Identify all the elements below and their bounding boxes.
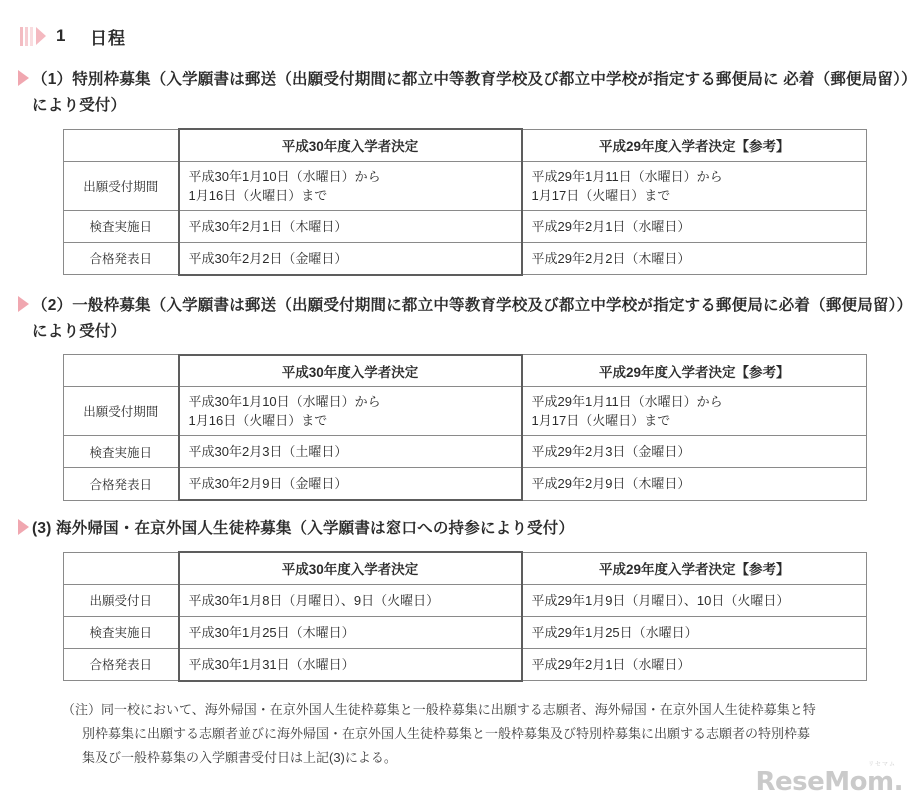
table-header-current-year: 平成30年度入学者決定 bbox=[179, 355, 522, 387]
page-title bbox=[20, 22, 917, 50]
schedule-table-2 bbox=[63, 354, 867, 502]
cell-current-year: 平成30年1月31日（水曜日） bbox=[179, 648, 522, 681]
cell-current-year: 平成30年2月2日（金曜日） bbox=[179, 242, 522, 275]
subsection-heading-text: （2）一般枠募集（入学願書は郵送（出願受付期間に都立中等教育学校及び都立中学校が指定する郵便局に必着（郵便局留））により受付） bbox=[32, 296, 905, 340]
table-header-blank bbox=[64, 355, 179, 387]
table-header-blank bbox=[64, 129, 179, 161]
cell-previous-year: 平成29年2月3日（金曜日） bbox=[522, 436, 867, 468]
cell-previous-year: 平成29年1月11日（水曜日）から 1月17日（火曜日）まで bbox=[522, 161, 867, 210]
schedule-table-3 bbox=[63, 551, 867, 682]
row-label: 出願受付日 bbox=[64, 584, 179, 616]
cell-previous-year: 平成29年2月1日（水曜日） bbox=[522, 210, 867, 242]
footnote-line-2: 別枠募集に出願する志願者並びに海外帰国・在京外国人生徒枠募集と一般枠募集及び特別枠募集に出願する志願者の特別枠募 bbox=[82, 725, 811, 741]
title-bars-decoration bbox=[20, 27, 35, 46]
table-header-current-year: 平成30年度入学者決定 bbox=[179, 552, 522, 584]
footnote-line-1: （注）同一校において、海外帰国・在京外国人生徒枠募集と一般枠募集に出願する志願者、海外帰国・在京外国人生徒枠募集と特 bbox=[62, 701, 816, 717]
row-label: 検査実施日 bbox=[64, 436, 179, 468]
subsection-heading-3 bbox=[18, 516, 917, 542]
cell-previous-year: 平成29年1月11日（水曜日）から 1月17日（火曜日）まで bbox=[522, 387, 867, 436]
row-label: 出願受付期間 bbox=[64, 387, 179, 436]
table-row bbox=[64, 242, 867, 275]
row-label: 合格発表日 bbox=[64, 242, 179, 275]
table-header-row bbox=[64, 355, 867, 387]
row-label: 出願受付期間 bbox=[64, 161, 179, 210]
table-header-blank bbox=[64, 552, 179, 584]
cell-previous-year: 平成29年2月1日（水曜日） bbox=[522, 648, 867, 681]
subsection-heading-text: （1）特別枠募集（入学願書は郵送（出願受付期間に都立中等教育学校及び都立中学校が指定する郵便局に 必着（郵便局留））により受付） bbox=[32, 71, 910, 114]
table-header-previous-year: 平成29年度入学者決定【参考】 bbox=[522, 552, 867, 584]
table-row bbox=[64, 584, 867, 616]
subsection-heading-2 bbox=[18, 293, 917, 345]
table-row bbox=[64, 210, 867, 242]
cell-previous-year: 平成29年1月25日（水曜日） bbox=[522, 616, 867, 648]
triangle-bullet-icon bbox=[18, 519, 29, 535]
table-row bbox=[64, 648, 867, 681]
cell-current-year: 平成30年1月10日（水曜日）から 1月16日（火曜日）まで bbox=[179, 387, 522, 436]
triangle-marker-icon bbox=[36, 27, 46, 45]
watermark-text: ReseMom. bbox=[755, 767, 903, 797]
cell-previous-year: 平成29年2月2日（木曜日） bbox=[522, 242, 867, 275]
footnote-line-3: 集及び一般枠募集の入学願書受付日は上記(3)による。 bbox=[82, 749, 397, 765]
cell-previous-year: 平成29年1月9日（月曜日）、10日（火曜日） bbox=[522, 584, 867, 616]
cell-current-year: 平成30年1月8日（月曜日）、9日（火曜日） bbox=[179, 584, 522, 616]
table-header-current-year: 平成30年度入学者決定 bbox=[179, 129, 522, 161]
cell-current-year: 平成30年2月9日（金曜日） bbox=[179, 468, 522, 501]
cell-current-year: 平成30年2月3日（土曜日） bbox=[179, 436, 522, 468]
row-label: 検査実施日 bbox=[64, 210, 179, 242]
table-row bbox=[64, 436, 867, 468]
subsection-heading-text: (3) 海外帰国・在京外国人生徒枠募集（入学願書は窓口への持参により受付） bbox=[32, 520, 575, 537]
table-header-row bbox=[64, 129, 867, 161]
page-title-number: 1 bbox=[56, 26, 66, 45]
page-title-label: 日程 bbox=[89, 28, 126, 48]
triangle-bullet-icon bbox=[18, 296, 29, 312]
table-row bbox=[64, 161, 867, 210]
subsection-heading-1 bbox=[18, 67, 917, 119]
table-header-previous-year: 平成29年度入学者決定【参考】 bbox=[522, 129, 867, 161]
table-row bbox=[64, 387, 867, 436]
footnote bbox=[62, 698, 882, 770]
table-row bbox=[64, 616, 867, 648]
triangle-bullet-icon bbox=[18, 70, 29, 86]
table-header-previous-year: 平成29年度入学者決定【参考】 bbox=[522, 355, 867, 387]
table-header-row bbox=[64, 552, 867, 584]
cell-current-year: 平成30年1月10日（水曜日）から 1月16日（火曜日）まで bbox=[179, 161, 522, 210]
row-label: 合格発表日 bbox=[64, 648, 179, 681]
row-label: 合格発表日 bbox=[64, 468, 179, 501]
cell-current-year: 平成30年1月25日（木曜日） bbox=[179, 616, 522, 648]
row-label: 検査実施日 bbox=[64, 616, 179, 648]
watermark-ruby: リセマム bbox=[868, 762, 896, 768]
schedule-table-1 bbox=[63, 128, 867, 276]
cell-previous-year: 平成29年2月9日（木曜日） bbox=[522, 468, 867, 501]
cell-current-year: 平成30年2月1日（木曜日） bbox=[179, 210, 522, 242]
table-row bbox=[64, 468, 867, 501]
